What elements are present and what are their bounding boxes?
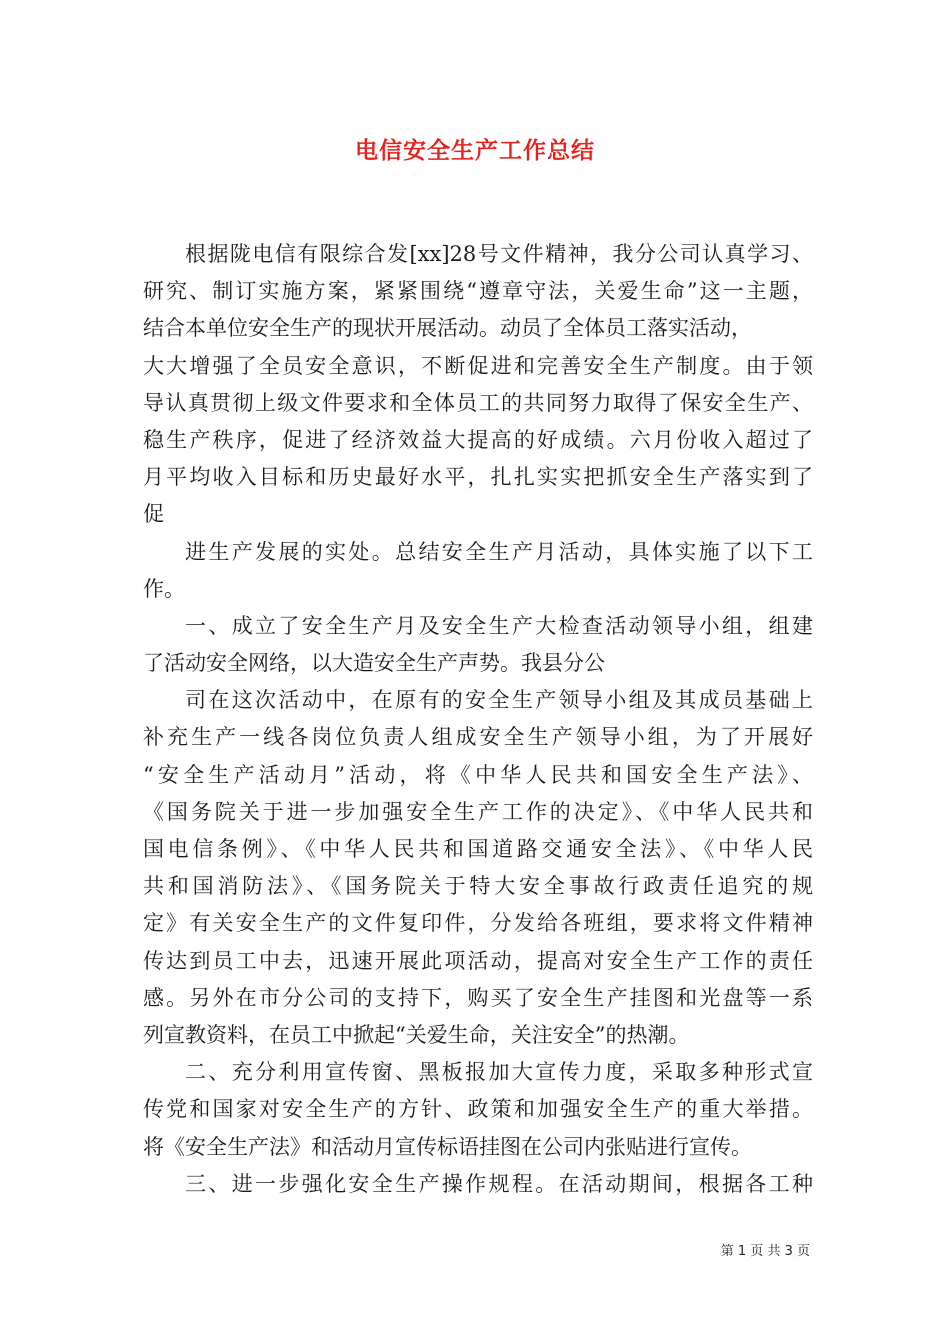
text-line: 将《安全生产法》和活动月宣传标语挂图在公司内张贴进行宣传。 (143, 1134, 752, 1159)
text-line: 大大增强了全员安全意识，不断促进和完善安全生产制度。由于领 (143, 353, 813, 378)
text-line: 稳生产秩序，促进了经济效益大提高的好成绩。六月份收入超过了 (143, 427, 813, 452)
text-line: 国电信条例》、《中华人民共和国道路交通安全法》、《中华人民 (143, 837, 813, 861)
text-line: 定》有关安全生产的文件复印件，分发给各班组，要求将文件精神 (143, 911, 813, 936)
page-number: 第 1 页 共 3 页 (720, 1244, 810, 1259)
text-line: 月平均收入目标和历史最好水平，扎扎实实把抓安全生产落实到了 (143, 465, 813, 490)
text-line: 感。另外在市分公司的支持下，购买了安全生产挂图和光盘等一系 (143, 985, 813, 1010)
text-line: 研究、制订实施方案，紧紧围绕“遵章守法，关爱生命”这一主题， (143, 279, 813, 304)
text-line: 传达到员工中去，迅速开展此项活动，提高对安全生产工作的责任 (143, 948, 813, 973)
text-line: 一、成立了安全生产月及安全生产大检查活动领导小组，组建 (185, 613, 813, 638)
text-line: 二、充分利用宣传窗、黑板报加大宣传力度，采取多种形式宣 (185, 1060, 813, 1085)
text-line: 促 (143, 502, 164, 527)
document-body (143, 236, 813, 1203)
text-line: 共和国消防法》、《国务院关于特大安全事故行政责任追究的规 (143, 874, 813, 899)
text-line: 进生产发展的实处。总结安全生产月活动，具体实施了以下工 (185, 539, 813, 564)
text-line: 补充生产一线各岗位负责人组成安全生产领导小组，为了开展好 (143, 725, 813, 750)
text-line: 列宣教资料，在员工中掀起“关爱生命，关注安全”的热潮。 (143, 1022, 690, 1047)
text-line: 三、进一步强化安全生产操作规程。在活动期间，根据各工种 (185, 1171, 813, 1196)
text-line: 导认真贯彻上级文件要求和全体员工的共同努力取得了保安全生产、 (143, 390, 813, 415)
text-line: 结合本单位安全生产的现状开展活动。动员了全体员工落实活动， (143, 316, 752, 341)
text-line: 传党和国家对安全生产的方针、政策和加强安全生产的重大举措。 (143, 1097, 813, 1122)
text-line: 了活动安全网络，以大造安全生产声势。我县分公 (143, 651, 605, 676)
text-line: 《国务院关于进一步加强安全生产工作的决定》、《中华人民共和 (143, 799, 813, 824)
text-line: 作。 (143, 576, 185, 601)
text-line: 司在这次活动中，在原有的安全生产领导小组及其成员基础上 (185, 688, 813, 713)
text-line: “安全生产活动月”活动，将《中华人民共和国安全生产法》、 (143, 762, 813, 787)
text-line: 根据陇电信有限综合发[xx]28号文件精神，我分公司认真学习、 (185, 242, 813, 266)
page-title: 电信安全生产工作总结 (355, 138, 595, 164)
